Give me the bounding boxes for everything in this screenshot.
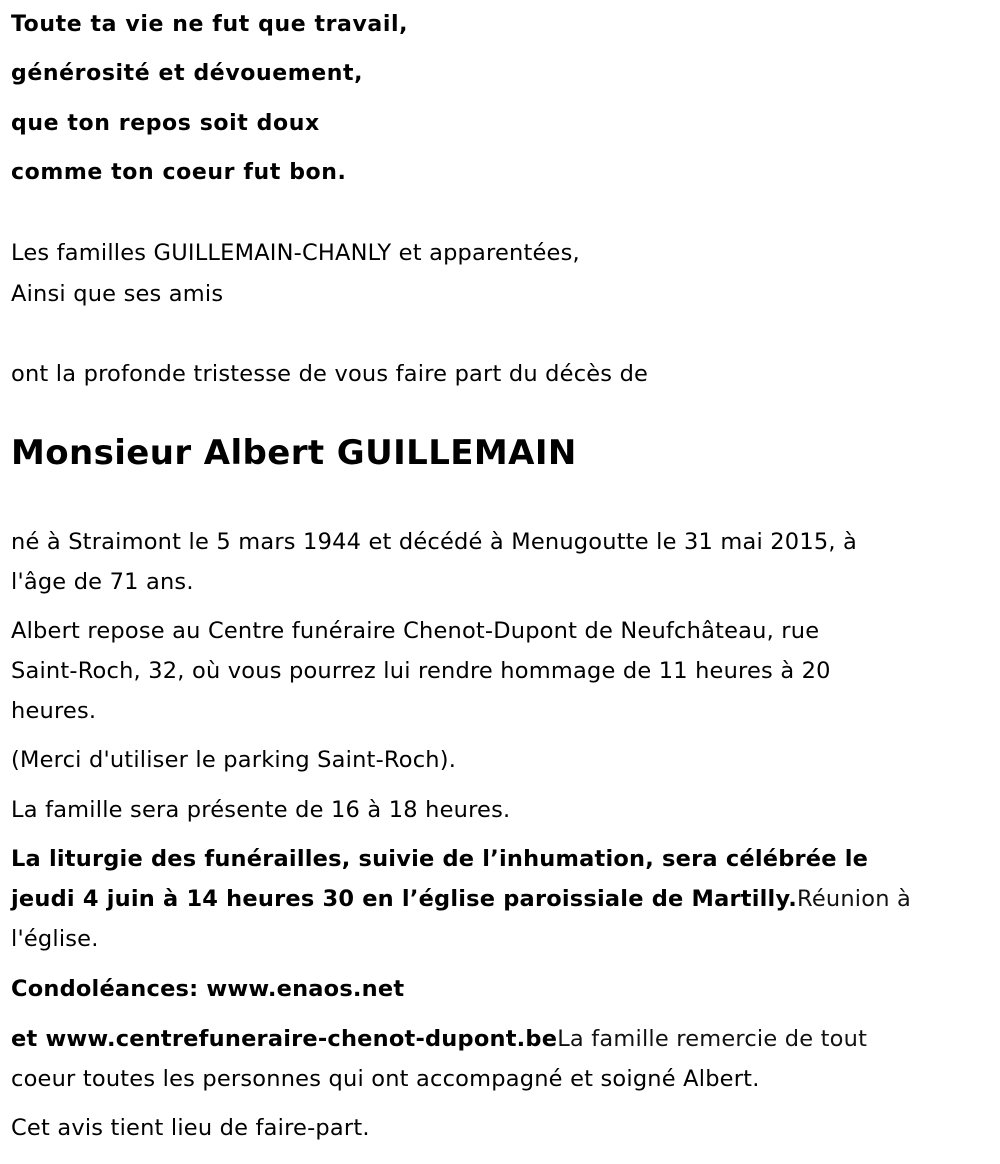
thanks-text: La famille remercie de tout [557,1026,868,1052]
condolences-line-2 [11,1026,867,1052]
condolences-line-1: Condoléances: www.enaos.net [11,976,405,1002]
poem-line-2: générosité et dévouement, [11,61,364,86]
funeral-details-bold: jeudi 4 juin à 14 heures 30 en l’église paroissiale de Martilly. [11,886,798,912]
birth-death-line-2: l'âge de 71 ans. [11,569,194,595]
families-line-1: Les familles GUILLEMAIN-CHANLY et apparentées, [11,240,580,266]
funeral-reunion-text: Réunion à [797,886,912,912]
closing-note: Cet avis tient lieu de faire-part. [11,1115,370,1141]
parking-note: (Merci d'utiliser le parking Saint-Roch). [11,747,457,773]
funeral-line-1: La liturgie des funérailles, suivie de l’inhumation, sera célébrée le [11,846,869,872]
funeral-line-2 [11,886,911,912]
visitation-line-1: Albert repose au Centre funéraire Chenot-Dupont de Neufchâteau, rue [11,618,820,644]
visitation-line-3: heures. [11,698,97,724]
announcement-text: ont la profonde tristesse de vous faire part du décès de [11,361,649,387]
family-presence: La famille sera présente de 16 à 18 heures. [11,797,511,823]
poem-line-3: que ton repos soit doux [11,111,320,136]
families-line-2: Ainsi que ses amis [11,281,224,307]
visitation-line-2: Saint-Roch, 32, où vous pourrez lui rendre hommage de 11 heures à 20 [11,658,831,684]
birth-death-line-1: né à Straimont le 5 mars 1944 et décédé à Menugoutte le 31 mai 2015, à [11,529,858,555]
poem-line-1: Toute ta vie ne fut que travail, [11,12,409,37]
poem-line-4: comme ton coeur fut bon. [11,160,347,185]
deceased-name-heading: Monsieur Albert GUILLEMAIN [11,433,577,473]
condolences-website-link: et www.centrefuneraire-chenot-dupont.be [11,1026,558,1052]
funeral-line-3: l'église. [11,926,99,952]
thanks-line-2: coeur toutes les personnes qui ont accompagné et soigné Albert. [11,1066,760,1092]
